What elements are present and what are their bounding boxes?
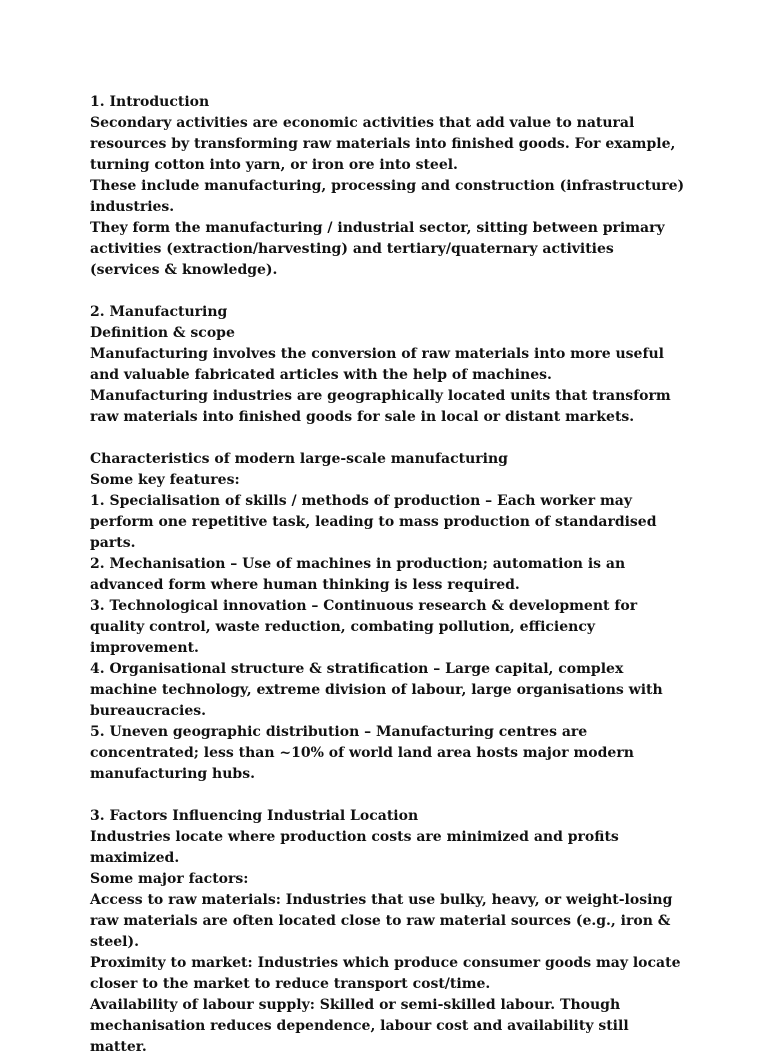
list-item: 2. Mechanisation – Use of machines in production; automation is an advanced form where human thinking is less required. — [90, 556, 626, 593]
list-item: 1. Specialisation of skills / methods of production – Each worker may perform one repetitive task, leading to mass production of standardised parts. — [90, 493, 657, 551]
paragraph: They form the manufacturing / industrial sector, sitting between primary activities (extraction/harvesting) and tertiary/quaternary activities (services & knowledge). — [90, 220, 665, 278]
list-item: Availability of labour supply: Skilled or semi-skilled labour. Though mechanisation reduces dependence, labour cost and availability still matter. — [90, 997, 629, 1055]
section-heading-factors: 3. Factors Influencing Industrial Location — [90, 808, 419, 824]
list-item: 4. Organisational structure & stratification – Large capital, complex machine technology, extreme division of labour, large organisations with bureaucracies. — [90, 661, 663, 719]
list-item: 5. Uneven geographic distribution – Manufacturing centres are concentrated; less than ~10% of world land area hosts major modern manufacturing hubs. — [90, 724, 634, 782]
list-intro: Some key features: — [90, 472, 240, 488]
list-item: Proximity to market: Industries which produce consumer goods may locate closer to the market to reduce transport cost/time. — [90, 955, 681, 992]
paragraph: These include manufacturing, processing and construction (infrastructure) industries. — [90, 178, 685, 215]
section-heading-manufacturing: 2. Manufacturing — [90, 304, 228, 320]
paragraph: Manufacturing involves the conversion of raw materials into more useful and valuable fabricated articles with the help of machines. — [90, 346, 664, 383]
paragraph: Secondary activities are economic activities that add value to natural resources by transforming raw materials into finished goods. For example, turning cotton into yarn, or iron ore into steel. — [90, 115, 676, 173]
document-body — [90, 92, 688, 1058]
spacer — [90, 281, 688, 302]
list-item: Access to raw materials: Industries that use bulky, heavy, or weight-losing raw materials are often located close to raw material sources (e.g., iron & steel). — [90, 892, 673, 950]
subheading-definition: Definition & scope — [90, 325, 235, 341]
paragraph: Manufacturing industries are geographically located units that transform raw materials into finished goods for sale in local or distant markets. — [90, 388, 671, 425]
spacer — [90, 785, 688, 806]
subheading-characteristics: Characteristics of modern large-scale manufacturing — [90, 451, 508, 467]
list-intro: Some major factors: — [90, 871, 249, 887]
spacer — [90, 428, 688, 449]
section-heading-introduction: 1. Introduction — [90, 94, 210, 110]
list-item: 3. Technological innovation – Continuous research & development for quality control, waste reduction, combating pollution, efficiency improvement. — [90, 598, 638, 656]
paragraph: Industries locate where production costs are minimized and profits maximized. — [90, 829, 619, 866]
